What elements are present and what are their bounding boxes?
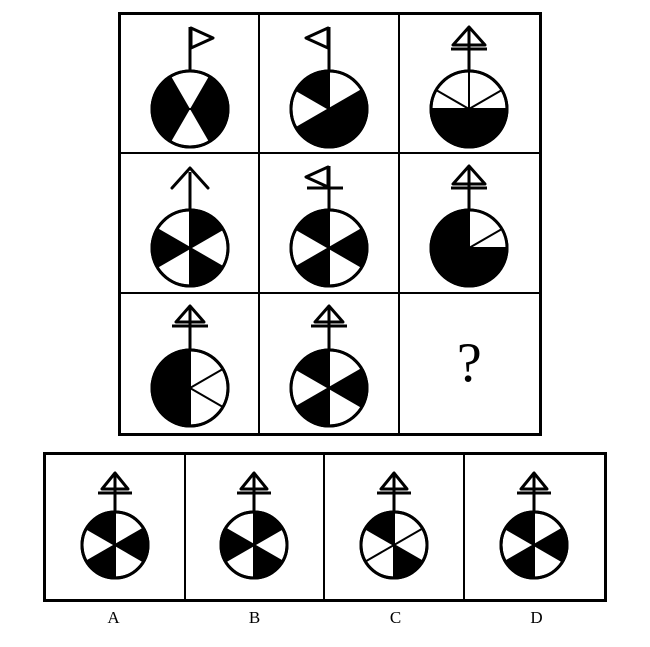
matrix-cell-r1c1[interactable] — [121, 15, 260, 154]
matrix-cell-r1c2[interactable] — [260, 15, 399, 154]
figure-flag-wheel — [269, 298, 389, 428]
option-label-b: B — [248, 608, 261, 627]
figure-flag-wheel — [409, 19, 529, 149]
option-d[interactable] — [465, 455, 605, 599]
figure-flag-wheel — [269, 19, 389, 149]
option-b[interactable] — [186, 455, 326, 599]
option-label-a: A — [107, 608, 120, 627]
matrix-cell-r2c2[interactable] — [260, 154, 399, 293]
figure-flag-wheel — [199, 467, 309, 587]
figure-flag-wheel — [409, 158, 529, 288]
option-label-c: C — [389, 608, 402, 627]
figure-flag-wheel — [339, 467, 449, 587]
question-mark: ? — [456, 332, 482, 395]
matrix-cell-r2c3[interactable] — [400, 154, 539, 293]
figure-flag-wheel — [479, 467, 589, 587]
figure-flag-wheel — [130, 298, 250, 428]
option-a[interactable] — [46, 455, 186, 599]
answer-options — [43, 452, 607, 602]
figure-flag-wheel — [130, 19, 250, 149]
option-c[interactable] — [325, 455, 465, 599]
option-label-d: D — [530, 608, 543, 627]
figure-flag-wheel — [60, 467, 170, 587]
matrix-grid — [118, 12, 542, 436]
matrix-cell-r1c3[interactable] — [400, 15, 539, 154]
option-labels — [43, 608, 607, 628]
figure-flag-wheel — [130, 158, 250, 288]
matrix-cell-r3c1[interactable] — [121, 294, 260, 433]
matrix-cell-r3c3-unknown[interactable] — [400, 294, 539, 433]
matrix-cell-r2c1[interactable] — [121, 154, 260, 293]
matrix-cell-r3c2[interactable] — [260, 294, 399, 433]
figure-flag-wheel — [269, 158, 389, 288]
